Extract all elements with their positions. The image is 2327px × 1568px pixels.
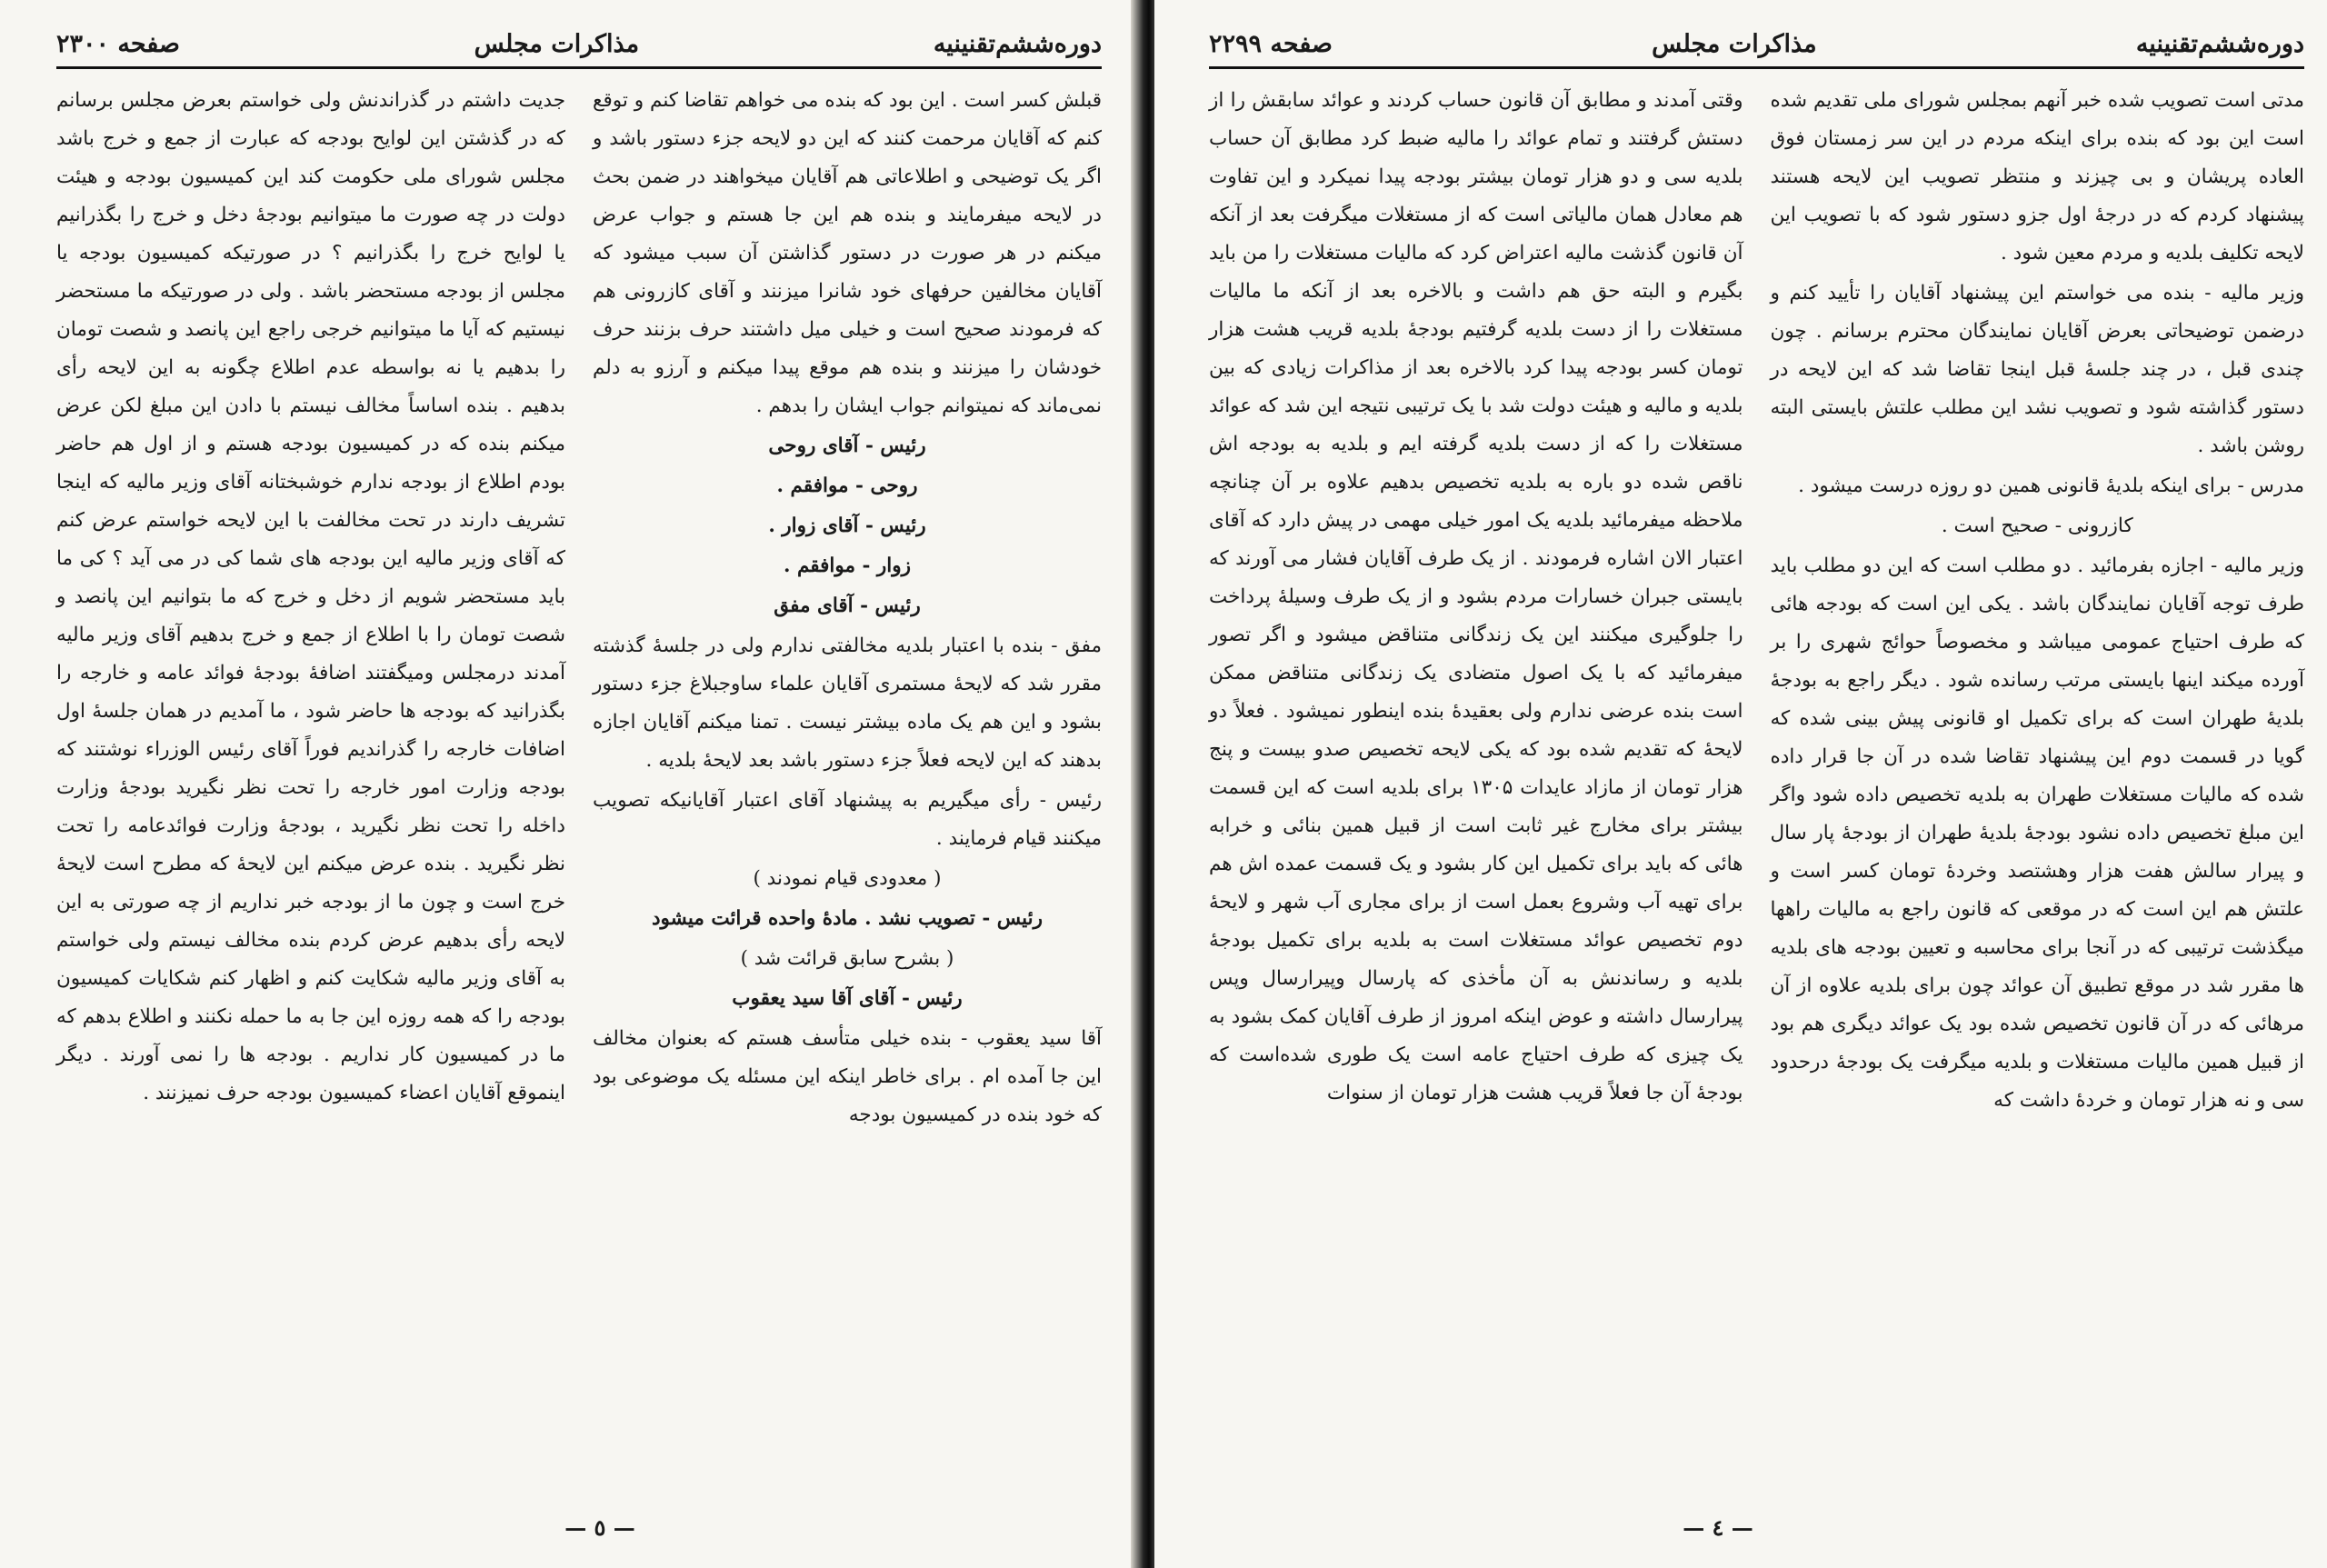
left-page-header-rule — [56, 66, 1102, 69]
paragraph: وقتی آمدند و مطابق آن قانون حساب کردند و عوائد سابقش را از دستش گرفتند و تمام عوائد را مالیه ضبط کرد مطابق آن حساب بلدیه سی و دو هزار تومان بیشتر بودجه پیدا نمیکرد و این تفاوت هم معادل همان مالیاتی است که از مستغلات میگرفت بعد از آنکه آن قانون گذشت مالیه اعتراض کرد که مالیات مستغلات را من باید بگیرم و البته حق هم داشت و بالاخره بعد از آنکه ما مالیات مستغلات را از دست بلدیه گرفتیم بودجهٔ بلدیه قریب هشت هزار تومان کسر بودجه پیدا کرد بالاخره بعد از مذاکرات زیادی که بین بلدیه و مالیه و هیئت دولت شد با یک ترتیبی نتیجه این شد که عوائد مستغلات را که از دست بلدیه گرفته ایم و بلدیه به بودجه اش ناقص شده دو باره به بلدیه تخصیص بدهیم علاوه بر آن چنانچه ملاحظه میفرمائید بلدیه یک امور خیلی مهمی در پیش دارد که آقای اعتبار الان اشاره فرمودند . از یک طرف آقایان فشار می آورند که بایستی جبران خسارات مردم بشود و از یک طرف وسیلهٔ پرداخت را جلوگیری میکنند این یک زندگانی متناقض میشود و اگر تصور میفرمائید که با یک اصول متضادی یک زندگانی متناقض ممکن است بنده عرضی ندارم ولی بعقیدهٔ بنده اینطور نمیشود . فعلاً دو لایحهٔ که تقدیم شده بود که یکی لایحه تخصیص صدو بیست و پنج هزار تومان از مازاد عایدات ۱۳۰۵ برای بلدیه است که این قسمت بیشتر برای مخارج غیر ثابت است از قبیل همین بنائی و خرابه هائی که باید برای تکمیل این کار بشود و یک قسمت عمده اش هم برای تهیه آب وشروع بعمل است از برای مجاری آب شهر و لایحهٔ دوم تخصیص عوائد مستغلات است به بلدیه برای تکمیل بودجهٔ بلدیه و رساندنش به آن مأخذی که پارسال وپیرارسال وپس پیرارسال داشته و عوض اینکه امروز از طرف آقایان کمک بشود به یک چیزی که طرف احتیاج عامه است یک طوری شده‌است که بودجهٔ آن جا فعلاً قریب هشت هزار تومان از سنوات — [1209, 89, 1743, 1104]
paragraph: رئیس - آقای آقا سید یعقوب — [732, 987, 963, 1010]
right-page-header-page-number: صفحه ۲۲۹۹ — [1209, 29, 1333, 58]
left-page — [0, 0, 1150, 1568]
left-page-header-title: مذاکرات مجلس — [474, 29, 640, 58]
paragraph: کازرونی - صحیح است . — [1941, 514, 2133, 537]
left-page-column-left — [56, 82, 565, 1136]
right-page-column-left — [1209, 82, 1743, 1122]
right-page-header-title: مذاکرات مجلس — [1652, 29, 1817, 58]
left-page-columns — [56, 82, 1102, 1136]
paragraph: وزیر مالیه - اجازه بفرمائید . دو مطلب است که این دو مطلب باید طرف توجه آقایان نمایندگان باشد . یکی این است که بودجه هائی که طرف احتیاج عمومی میباشد و مخصوصاً حوائج شهری را بر آورده میکند اینها بایستی مرتب رسانده شود . دیگر راجع به بودجهٔ بلدیهٔ طهران است که برای تکمیل او قانونی پیش بینی شده که گویا در قسمت دوم این پیشنهاد تقاضا شده در آن جا قرار داده شده که مالیات مستغلات طهران به بلدیه تخصیص داده شود واگر این مبلغ تخصیص داده نشود بودجهٔ بلدیهٔ طهران از بودجهٔ پار سال و پیرار سالش هفت هزار وهشتصد وخردهٔ تومان کسر است و علتش هم این است که در موقعی که قانون راجع به مالیات راهها میگذشت ترتیبی که در آنجا برای محاسبه و تعیین بودجه های بلدیه ها مقرر شد در موقع تطبیق آن عوائد چون برای بلدیه علاوه از آن مرهائی که در آن قانون تخصیص شده بود یک عوائد دیگری هم بود از قبیل همین مالیات مستغلات و بلدیه میگرفت یک بودجهٔ درحدود سی و نه هزار تومان و خردهٔ داشت که — [1770, 554, 2304, 1112]
paragraph: قبلش کسر است . این بود که بنده می خواهم تقاضا کنم و توقع کنم که آقایان مرحمت کنند که این دو لایحه جزء دستور باشد و اگر یک توضیحی و اطلاعاتی هم آقایان میخواهند در ضمن بحث در لایحه میفرمایند و بنده هم این جا هستم و جواب عرض میکنم در هر صورت در دستور گذاشتن آن سبب میشود که آقایان مخالفین حرفهای خود شانرا میزنند و آقای کازرونی هم که فرمودند صحیح است و خیلی میل داشتند حرف بزنند حرف خودشان را میزنند و بنده هم موقع پیدا میکنم و آرزو به دلم نمی‌ماند که نمیتوانم جواب ایشان را بدهم . — [593, 89, 1102, 417]
paragraph: رئیس - آقای مفق — [774, 594, 921, 617]
paragraph: مفق - بنده با اعتبار بلدیه مخالفتی ندارم ولی در جلسهٔ گذشته مقرر شد که لایحهٔ مستمری آقایان علماء ساوجبلاغ جزء دستور بشود و این هم یک ماده بیشتر نیست . تمنا میکنم آقایان اجازه بدهند که این لایحه فعلاً جزء دستور باشد بعد لایحهٔ بلدیه . — [593, 634, 1102, 772]
paragraph: جدیت داشتم در گذراندنش ولی خواستم بعرض مجلس برسانم که در گذشتن این لوایح بودجه که عبارت از جمع و خرج باشد مجلس شورای ملی حکومت کند این کمیسیون بودجه و هیئت دولت در چه صورت ما میتوانیم بودجهٔ دخل و خرج را بگذرانیم یا لوایح خرج را بگذرانیم ؟ در صورتیکه کمیسیون بودجه یا مجلس از بودجه مستحضر باشد . ولی در صورتیکه ما مستحضر نیستیم که آیا ما میتوانیم خرجی راجع این پانصد و شصت تومان را بدهیم یا نه بواسطه عدم اطلاع چگونه به این لایحه رأی بدهیم . بنده اساساً مخالف نیستم با دادن این مبلغ لکن عرض میکنم بنده که در کمیسیون بودجه هستم و از اول هم حاضر بودم اطلاع از بودجه ندارم خوشبختانه آقای وزیر مالیه که اینجا تشریف دارند در تحت مخالفت با این لایحه خواستم عرض کنم که آقای وزیر مالیه این بودجه های شما کی در می آید ؟ کی ما باید مستحضر شویم از دخل و خرج که ما بتوانیم این پانصد و شصت تومان را با اطلاع از جمع و خرج بدهیم آقای وزیر مالیه آمدند درمجلس ومیگفتند اضافهٔ بودجهٔ فوائد عامه و خارجه را بگذرانید که بودجه ها حاضر شود ، ما آمدیم در همان جلسهٔ اول اضافات خارجه را گذراندیم فوراً آقای رئیس الوزراء نوشتند که بودجه وزارت امور خارجه را تحت نظر نگیرید بودجهٔ وزارت داخله را تحت نظر نگیرید ، بودجهٔ وزارت فوائدعامه را تحت نظر نگیرید . بنده عرض میکنم این لایحهٔ که مطرح است لایحهٔ خرج است و چون ما از بودجه خبر نداریم از چه صورتی به این لایحه رأی بدهیم عرض کردم بنده مخالف نیستم ولی خواستم به آقای وزیر مالیه شکایت کنم و اظهار کنم شکایات کمیسیون بودجه را که همه روزه این جا به ما حمله نکنند و اطلاع بدهم که ما در کمیسیون کار نداریم . بودجه ها را نمی آورند . دیگر اینموقع آقایان اعضاء کمیسیون بودجه حرف نمیزنند . — [56, 89, 565, 1104]
paragraph: رئیس - آقای زوار . — [768, 514, 926, 537]
paragraph: ( بشرح سابق قرائت شد ) — [740, 947, 954, 970]
right-page-footer: — ٤ — — [1683, 1514, 1753, 1541]
paragraph: رئیس - رأی میگیریم به پیشنهاد آقای اعتبار آقایانیکه تصویب میکنند قیام فرمایند . — [593, 789, 1102, 850]
paragraph: مدرس - برای اینکه بلدیهٔ قانونی همین دو روزه درست میشود . — [1798, 474, 2304, 497]
paragraph: وزیر مالیه - بنده می خواستم این پیشنهاد آقایان را تأیید کنم و درضمن توضیحاتی بعرض آقایان نمایندگان محترم برسانم . چون چندی قبل ، در چند جلسهٔ قبل اینجا تقاضا شد که این لایحه در دستور گذاشته شود و تصویب نشد این مطلب علتش بایستی البته روشن باشد . — [1770, 282, 2304, 457]
left-page-column-right — [593, 82, 1102, 1136]
paragraph: آقا سید یعقوب - بنده خیلی متأسف هستم که بعنوان مخالف این جا آمده ام . برای خاطر اینکه این مسئله یک موضوعی بود که خود بنده در کمیسیون بودجه — [593, 1027, 1102, 1126]
left-page-header-volume: دوره‌ششم‌تقنینیه — [933, 29, 1102, 58]
left-page-header-page-number: صفحه ۲۳۰۰ — [56, 29, 180, 58]
right-page — [1154, 0, 2327, 1568]
right-page-columns — [1209, 82, 2304, 1122]
paragraph: رئیس - تصویب نشد . مادهٔ واحده قرائت میشود — [651, 907, 1043, 930]
right-page-header-rule — [1209, 66, 2304, 69]
paragraph: مدتی است تصویب شده خبر آنهم بمجلس شورای ملی تقدیم شده است این بود که بنده برای اینکه مردم در این سر زمستان فوق العاده پریشان و بی چیزند و منتظر تصویب این لایحه هستند پیشنهاد کردم که در درجهٔ اول جزو دستور شود که با تصویب این لایحه تکلیف بلدیه و مردم معین شود . — [1770, 89, 2304, 265]
right-page-header — [1209, 24, 2304, 64]
right-page-header-volume: دوره‌ششم‌تقنینیه — [2135, 29, 2304, 58]
paragraph: روحی - موافقم . — [776, 474, 918, 497]
paragraph: زوار - موافقم . — [783, 554, 912, 577]
paragraph: ( معدودی قیام نمودند ) — [753, 867, 942, 890]
right-page-column-right — [1771, 82, 2305, 1122]
left-page-header — [56, 24, 1102, 64]
paragraph: رئیس - آقای روحی — [768, 434, 926, 457]
left-page-footer: — ٥ — — [564, 1514, 635, 1541]
